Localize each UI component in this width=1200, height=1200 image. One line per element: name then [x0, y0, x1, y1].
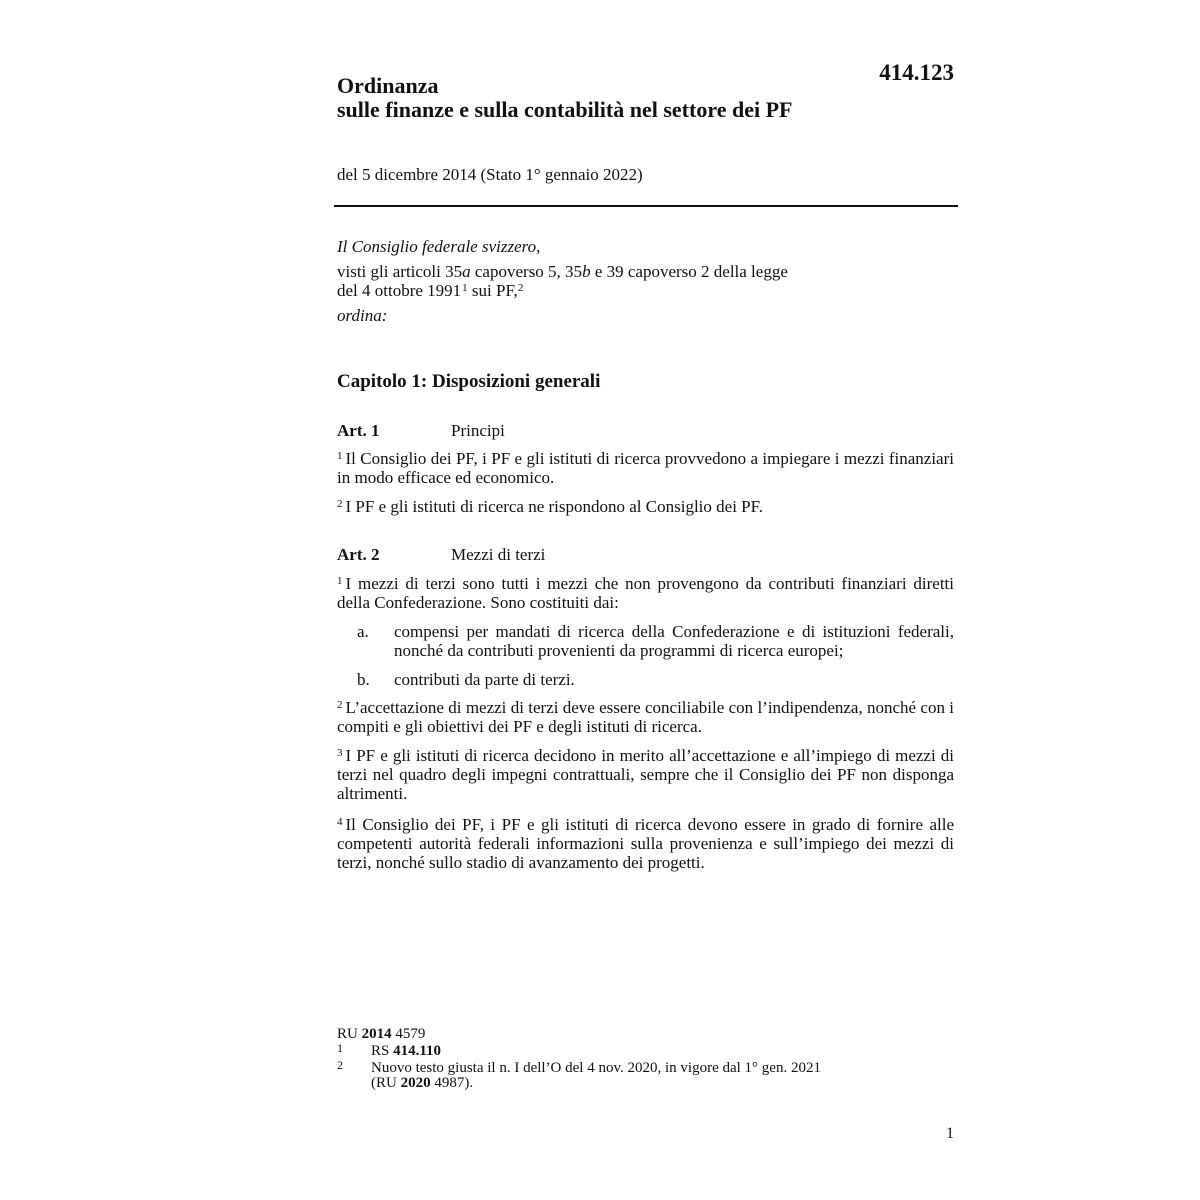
basis-text-4: del 4 ottobre 1991: [337, 281, 462, 300]
chapter-heading: Capitolo 1: Disposizioni generali: [337, 371, 601, 392]
paragraph-text: Il Consiglio dei PF, i PF e gli istituti di ricerca devono essere in grado di fornire alle competenti autorità federali informazioni sulla provenienza e sull’impiego dei mezzi di terzi, nonché sullo stadio di avanzamento dei progetti.: [337, 815, 954, 872]
date-line: del 5 dicembre 2014 (Stato 1° gennaio 2022): [337, 165, 643, 184]
paragraph-text: Il Consiglio dei PF, i PF e gli istituti di ricerca provvedono a impiegare i mezzi finanziari in modo efficace ed economico.: [337, 449, 954, 487]
article-2-paragraph-3: [337, 746, 954, 803]
list-item-b: [357, 670, 954, 689]
article-1-heading: [337, 421, 505, 441]
article-1-title: Principi: [451, 421, 505, 440]
article-2-paragraph-4: [337, 815, 954, 872]
ru-reference: [337, 1027, 897, 1042]
footnotes: [337, 1027, 897, 1091]
footnote-text-line2: [371, 1076, 897, 1091]
list-text: contributi da parte di terzi.: [394, 670, 575, 689]
ru-prefix: RU: [337, 1026, 362, 1042]
paragraph-number: 1: [337, 450, 343, 462]
paragraph-text: L’accettazione di mezzi di terzi deve essere conciliabile con l’indipendenza, nonché con i compiti e gli obiettivi dei PF e degli istituti di ricerca.: [337, 698, 954, 736]
basis-letter-a: a: [462, 262, 471, 281]
paragraph-number: 2: [337, 498, 343, 510]
article-2-number: Art. 2: [337, 545, 380, 564]
footnote-text-line1: Nuovo testo giusta il n. I dell’O del 4 nov. 2020, in vigore dal 1° gen. 2021: [371, 1060, 821, 1076]
basis-text-2: capoverso 5, 35: [470, 262, 583, 281]
page-number: 1: [946, 1125, 954, 1142]
list-item-a: [357, 622, 954, 660]
title-line-2: sulle finanze e sulla contabilità nel settore dei PF: [337, 97, 793, 122]
preamble-ordina: ordina:: [337, 306, 388, 325]
paragraph-number: 1: [337, 575, 343, 587]
article-1-number: Art. 1: [337, 421, 380, 440]
list-letter: a.: [357, 622, 369, 641]
list-letter: b.: [357, 670, 370, 689]
footnote-number: 2: [337, 1058, 343, 1072]
header-rule: [334, 205, 958, 207]
footnote-bold: 414.110: [393, 1043, 442, 1059]
article-1-paragraph-2: [337, 497, 954, 516]
list-text: compensi per mandati di ricerca della Confederazione e di istituzioni federali, nonché da contributi provenienti da programmi di ricerca europei;: [394, 622, 954, 660]
paragraph-number: 4: [337, 816, 343, 828]
basis-text-5: sui PF,: [467, 281, 518, 300]
sr-number: 414.123: [879, 60, 954, 85]
ru-year: 2014: [361, 1026, 392, 1042]
preamble-authority: Il Consiglio federale svizzero,: [337, 237, 541, 256]
paragraph-text: I PF e gli istituti di ricerca ne rispondono al Consiglio dei PF.: [345, 497, 763, 516]
preamble-basis-line2: [337, 281, 957, 300]
footnote-1: [337, 1041, 897, 1059]
title-line-1: Ordinanza: [337, 73, 439, 98]
footnote-number: 1: [337, 1041, 343, 1055]
preamble: [337, 237, 957, 325]
article-2-title: Mezzi di terzi: [451, 545, 546, 564]
preamble-basis-line1: [337, 262, 957, 281]
article-2-paragraph-1: [337, 574, 954, 612]
document-title: [337, 74, 897, 122]
paragraph-number: 3: [337, 747, 343, 759]
footnote-ref-2[interactable]: 2: [517, 282, 524, 294]
ru-page: 4579: [391, 1026, 426, 1042]
footnote-text: (RU: [371, 1075, 401, 1091]
article-2-paragraph-2: [337, 698, 954, 736]
basis-letter-b: b: [582, 262, 591, 281]
footnote-ref-1[interactable]: 1: [462, 282, 468, 294]
basis-text-1: visti gli articoli 35: [337, 262, 463, 281]
paragraph-number: 2: [337, 699, 343, 711]
paragraph-text: I PF e gli istituti di ricerca decidono in merito all’accettazione e all’impiego di mezzi di terzi nel quadro degli impegni contrattuali, sempre che il Consiglio dei PF non disponga altrimenti.: [337, 746, 954, 803]
footnote-bold: 2020: [400, 1075, 431, 1091]
basis-text-3: e 39 capoverso 2 della legge: [590, 262, 788, 281]
article-1-paragraph-1: [337, 449, 954, 487]
paragraph-text: I mezzi di terzi sono tutti i mezzi che non provengono da contributi finanziari diretti della Confederazione. Sono costituiti dai:: [337, 574, 954, 612]
footnote-text: 4987).: [430, 1075, 474, 1091]
article-2-heading: [337, 545, 545, 565]
footnote-2: [337, 1058, 897, 1091]
footnote-text: RS: [371, 1043, 394, 1059]
